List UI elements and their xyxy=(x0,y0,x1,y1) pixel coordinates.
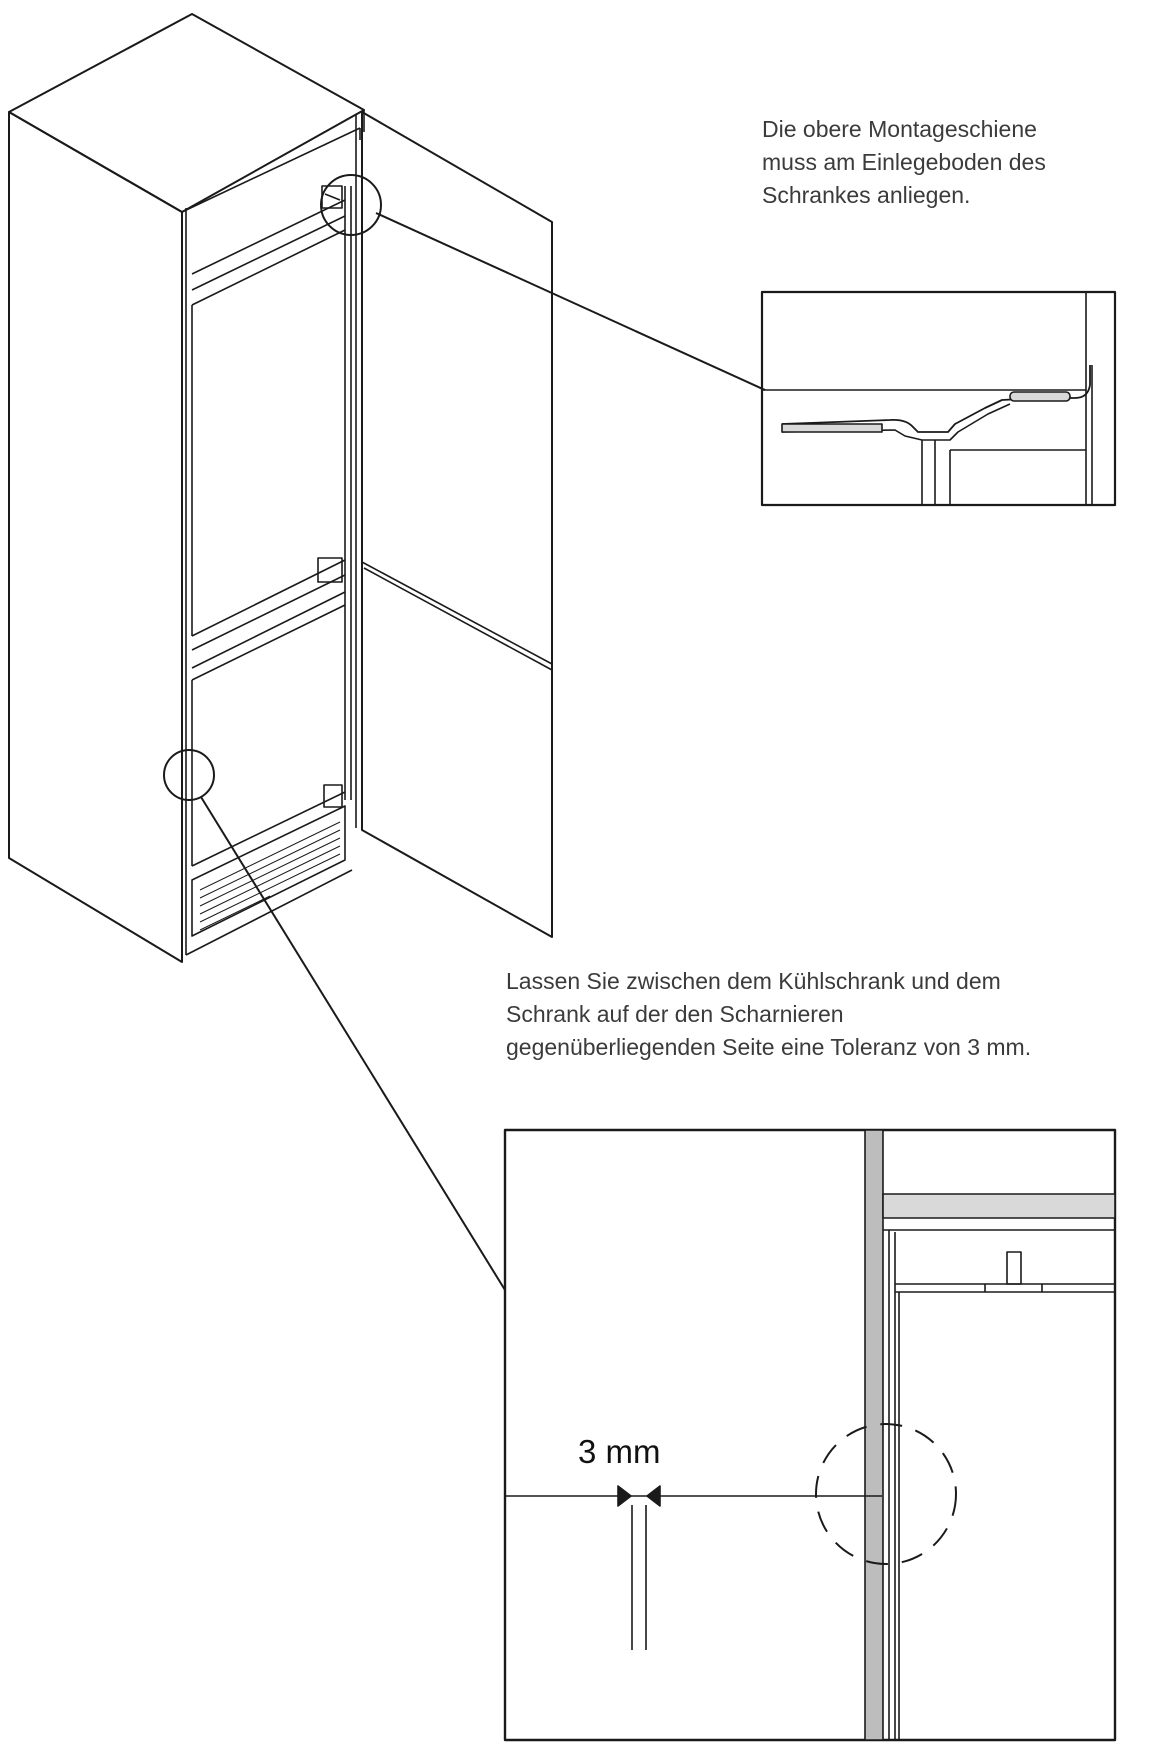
top-caption-line-2: muss am Einlegeboden des xyxy=(762,149,1046,175)
top-caption-line-1: Die obere Montageschiene xyxy=(762,116,1037,142)
bottom-detail-circle xyxy=(164,750,214,800)
bottom-caption-line-2: Schrank auf der den Scharnieren xyxy=(506,1001,844,1027)
bottom-caption-line-3: gegenüberliegenden Seite eine Toleranz von 3 mm. xyxy=(506,1034,1032,1060)
dimension-label: 3 mm xyxy=(578,1433,661,1470)
bottom-leader-line xyxy=(201,797,505,1290)
fridge-bottom-grille xyxy=(192,806,345,936)
dimension-arrow-right xyxy=(647,1486,660,1506)
top-leader-line xyxy=(376,213,765,390)
cabinet-top-panel xyxy=(9,14,364,212)
top-caption-line-3: Schrankes anliegen. xyxy=(762,182,971,208)
bottom-caption-line-1: Lassen Sie zwischen dem Kühlschrank und dem xyxy=(506,968,1001,994)
cabinet-door xyxy=(362,112,552,937)
top-rail-detail-view xyxy=(762,292,1115,505)
dimension-arrow-left xyxy=(618,1486,631,1506)
tolerance-detail-view xyxy=(505,1130,1115,1740)
gap-highlight-circle xyxy=(816,1424,956,1564)
cabinet-illustration xyxy=(9,14,552,962)
cabinet-left-panel xyxy=(9,112,182,962)
